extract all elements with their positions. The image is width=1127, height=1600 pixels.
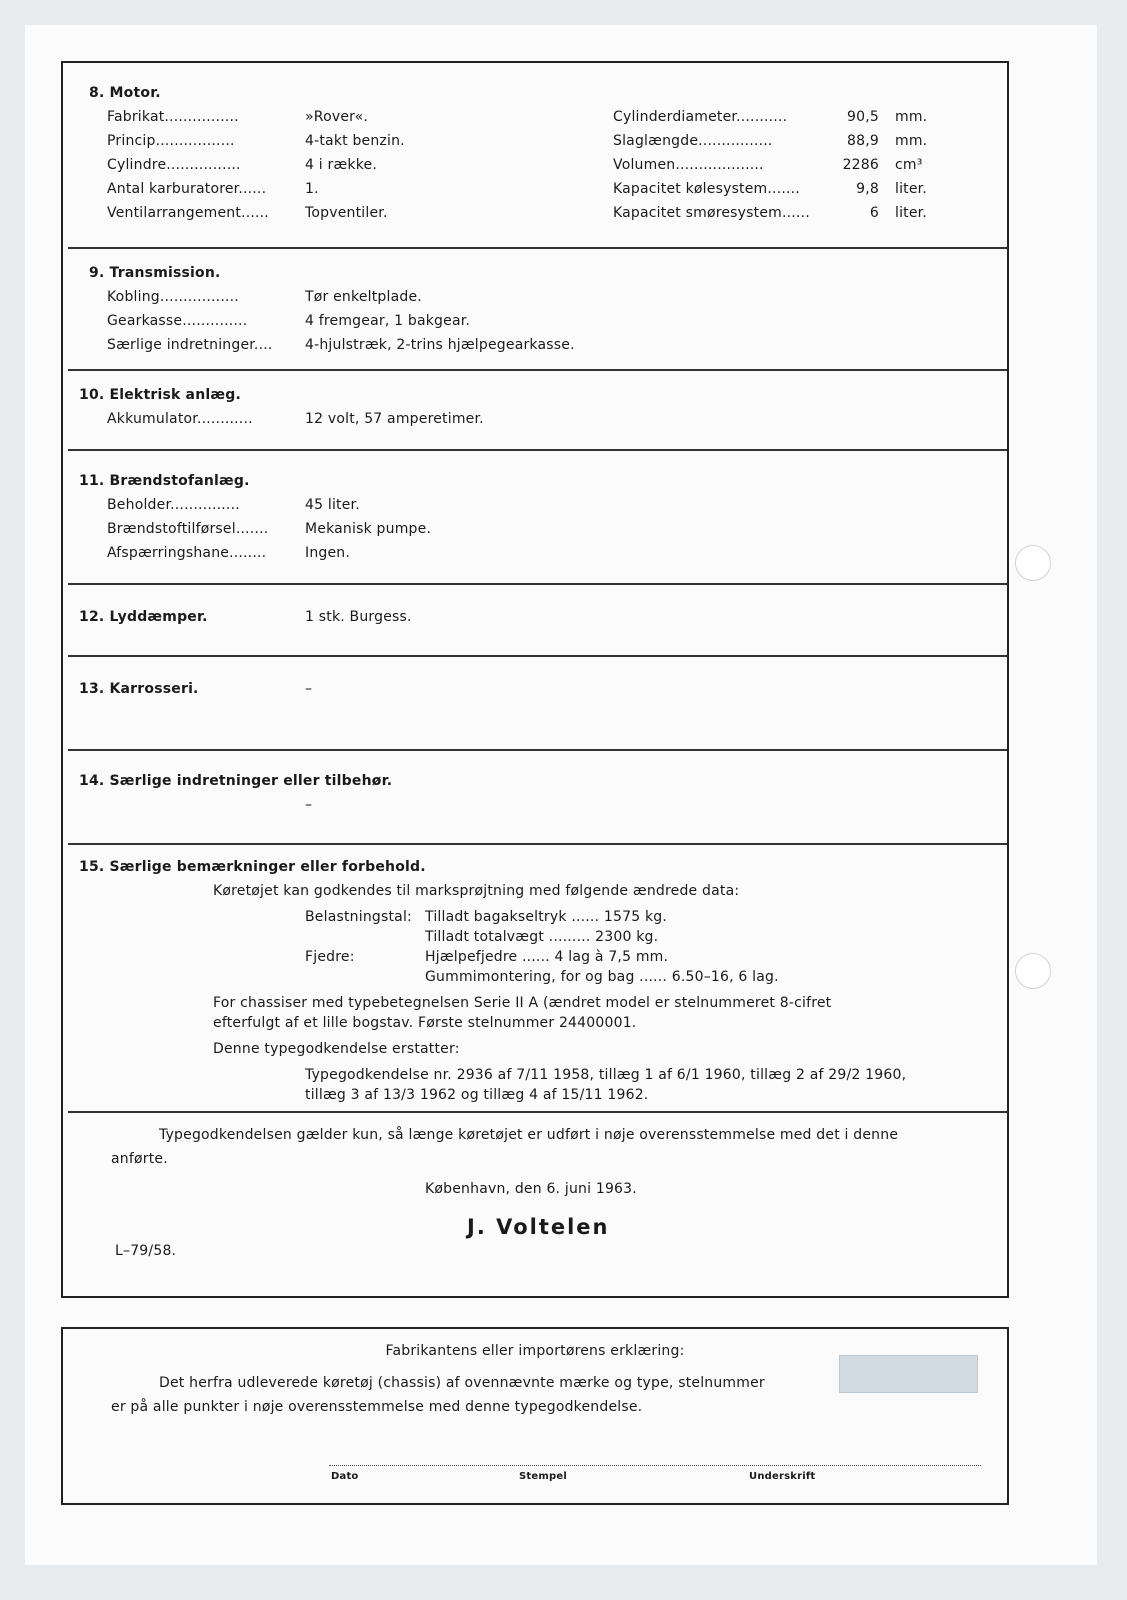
reference-number: L–79/58. (115, 1243, 177, 1259)
closing-line-2: anførte. (111, 1151, 168, 1167)
erstatter-line-2: tillæg 3 af 13/3 1962 og tillæg 4 af 15/11 1962. (305, 1087, 649, 1103)
bemaerkning-intro: Køretøjet kan godkendes til marksprøjtning med følgende ændrede data: (213, 883, 740, 899)
motor-unit-volumen: cm³ (895, 157, 923, 173)
section-8-title: 8. Motor. (89, 85, 161, 101)
underskrift-label: Underskrift (749, 1471, 816, 1482)
divider (68, 369, 1007, 371)
divider (68, 583, 1007, 585)
punch-hole (1015, 545, 1051, 581)
place-date: København, den 6. juni 1963. (425, 1181, 637, 1197)
elektrisk-label-akkumulator: Akkumulator............ (107, 411, 253, 427)
section-12-title: 12. Lyddæmper. (79, 609, 208, 625)
dato-label: Dato (331, 1471, 359, 1482)
divider (68, 1111, 1007, 1113)
signature-dotted-line (329, 1465, 981, 1466)
punch-hole (1015, 953, 1051, 989)
divider (68, 749, 1007, 751)
motor-value-cyldiameter: 90,5 (847, 109, 879, 125)
divider (68, 247, 1007, 249)
fjedre-label: Fjedre: (305, 949, 355, 965)
closing-line-1: Typegodkendelsen gælder kun, så længe køretøjet er udført i nøje overensstemmelse med det i denne (159, 1127, 899, 1143)
motor-value-koelesystem: 9,8 (856, 181, 879, 197)
declaration-line-1: Det herfra udleverede køretøj (chassis) af ovennævnte mærke og type, stelnummer (159, 1375, 765, 1391)
divider (68, 449, 1007, 451)
motor-label-cylindre: Cylindre................ (107, 157, 241, 173)
transmission-value-gearkasse: 4 fremgear, 1 bakgear. (305, 313, 471, 329)
section-14-title: 14. Særlige indretninger eller tilbehør. (79, 773, 393, 789)
transmission-value-kobling: Tør enkeltplade. (305, 289, 422, 305)
motor-unit-slaglaengde: mm. (895, 133, 928, 149)
braendstof-label-beholder: Beholder............... (107, 497, 240, 513)
motor-label-smoeresystem: Kapacitet smøresystem...... (613, 205, 810, 221)
erstatter-heading: Denne typegodkendelse erstatter: (213, 1041, 460, 1057)
motor-label-princip: Princip................. (107, 133, 235, 149)
section-13-title: 13. Karrosseri. (79, 681, 199, 697)
section-9-title: 9. Transmission. (89, 265, 221, 281)
declaration-title: Fabrikantens eller importørens erklæring: (385, 1343, 685, 1359)
braendstof-label-afspaerring: Afspærringshane........ (107, 545, 267, 561)
section-15-title: 15. Særlige bemærkninger eller forbehold. (79, 859, 426, 875)
declaration-frame (61, 1327, 1009, 1505)
motor-label-slaglaengde: Slaglængde................ (613, 133, 773, 149)
motor-value-slaglaengde: 88,9 (847, 133, 879, 149)
braendstof-label-tilfoersel: Brændstoftilførsel....... (107, 521, 269, 537)
transmission-label-kobling: Kobling................. (107, 289, 239, 305)
braendstof-value-tilfoersel: Mekanisk pumpe. (305, 521, 432, 537)
chassis-line-2: efterfulgt af et lille bogstav. Første stelnummer 24400001. (213, 1015, 637, 1031)
divider (68, 843, 1007, 845)
tilbehoer-value: – (305, 797, 313, 813)
motor-label-koelesystem: Kapacitet kølesystem....... (613, 181, 800, 197)
motor-value-smoeresystem: 6 (869, 205, 879, 221)
motor-label-volumen: Volumen................... (613, 157, 764, 173)
motor-value-volumen: 2286 (842, 157, 879, 173)
erstatter-line-1: Typegodkendelse nr. 2936 af 7/11 1958, tillæg 1 af 6/1 1960, tillæg 2 af 29/2 1960, (305, 1067, 907, 1083)
braendstof-value-afspaerring: Ingen. (305, 545, 351, 561)
chassis-line-1: For chassiser med typebetegnelsen Serie II A (ændret model er stelnummeret 8-cifret (213, 995, 832, 1011)
belastning-label: Belastningstal: (305, 909, 412, 925)
stelnummer-stamp-box (839, 1355, 978, 1393)
motor-label-cyldiameter: Cylinderdiameter........... (613, 109, 788, 125)
fjedre-gummimontering: Gummimontering, for og bag ...... 6.50–16, 6 lag. (425, 969, 779, 985)
signature: J. Voltelen (467, 1215, 610, 1239)
motor-value-cylindre: 4 i række. (305, 157, 377, 173)
motor-value-ventil: Topventiler. (305, 205, 388, 221)
lyddaemper-value: 1 stk. Burgess. (305, 609, 412, 625)
motor-label-fabrikat: Fabrikat................ (107, 109, 239, 125)
elektrisk-value-akkumulator: 12 volt, 57 amperetimer. (305, 411, 484, 427)
motor-unit-cyldiameter: mm. (895, 109, 928, 125)
stempel-label: Stempel (519, 1471, 567, 1482)
motor-value-princip: 4-takt benzin. (305, 133, 405, 149)
main-form-frame (61, 61, 1009, 1298)
document-page (25, 25, 1097, 1565)
declaration-line-2: er på alle punkter i nøje overensstemmelse med denne typegodkendelse. (111, 1399, 643, 1415)
transmission-value-saerlige: 4-hjulstræk, 2-trins hjælpegearkasse. (305, 337, 575, 353)
motor-unit-smoeresystem: liter. (895, 205, 928, 221)
motor-label-ventil: Ventilarrangement...... (107, 205, 269, 221)
belastning-totalvaegt: Tilladt totalvægt ......... 2300 kg. (425, 929, 659, 945)
section-11-title: 11. Brændstofanlæg. (79, 473, 250, 489)
motor-value-karburatorer: 1. (305, 181, 319, 197)
transmission-label-gearkasse: Gearkasse.............. (107, 313, 248, 329)
motor-unit-koelesystem: liter. (895, 181, 928, 197)
fjedre-hjaelpefjedre: Hjælpefjedre ...... 4 lag à 7,5 mm. (425, 949, 669, 965)
motor-label-karburatorer: Antal karburatorer...... (107, 181, 267, 197)
section-10-title: 10. Elektrisk anlæg. (79, 387, 241, 403)
karrosseri-value: – (305, 681, 313, 697)
motor-value-fabrikat: »Rover«. (305, 109, 369, 125)
braendstof-value-beholder: 45 liter. (305, 497, 360, 513)
transmission-label-saerlige: Særlige indretninger.... (107, 337, 273, 353)
divider (68, 655, 1007, 657)
belastning-bagakseltryk: Tilladt bagakseltryk ...... 1575 kg. (425, 909, 667, 925)
